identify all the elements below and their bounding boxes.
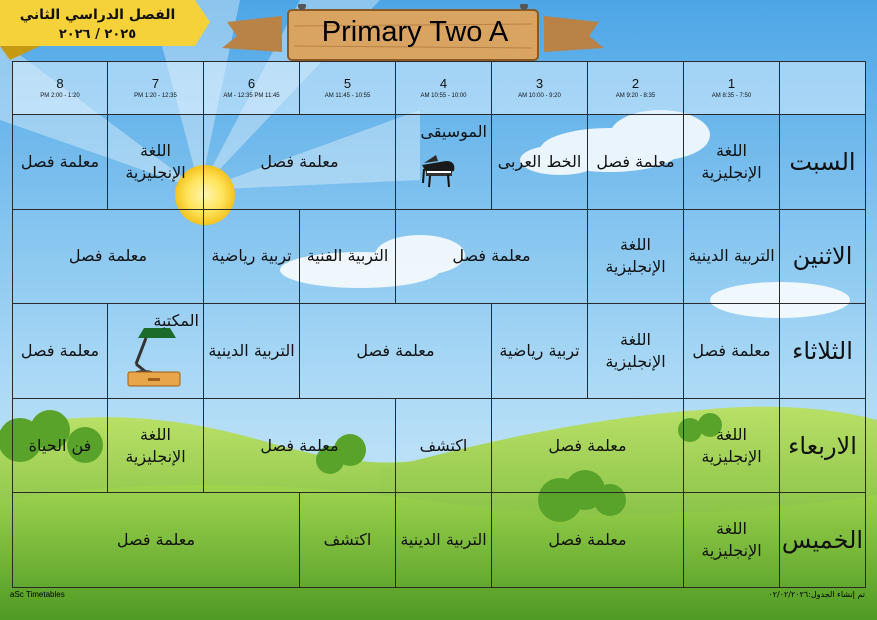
lesson-cell[interactable] [13, 398, 108, 493]
term-name: الفصل الدراسي الثاني [19, 7, 176, 23]
lesson-cell[interactable] [13, 304, 108, 399]
lesson-subject: المكتبة [153, 311, 199, 331]
lesson-cell[interactable] [684, 493, 780, 588]
period-time: 10:00 - 10:55 AM [420, 93, 467, 99]
day-row [13, 209, 866, 304]
lesson-subject: اكتشف [419, 435, 468, 455]
period-number: 5 [343, 76, 352, 91]
period-time: 10:55 - 11:45 AM [324, 93, 371, 99]
period-number: 4 [439, 76, 448, 91]
footer-created-date: تم إنشاء الجدول:٠٢/٠٢/٢٠٢٦ [768, 590, 865, 599]
day-name: السبت [780, 115, 866, 210]
lesson-cell[interactable] [13, 493, 300, 588]
lesson-subject: معلمة فصل [452, 246, 531, 266]
lesson-subject: معلمة فصل [68, 246, 148, 266]
lesson-cell[interactable] [684, 115, 780, 210]
lesson-cell[interactable] [396, 115, 492, 210]
lesson-cell[interactable] [492, 304, 588, 399]
lesson-cell[interactable] [396, 398, 492, 493]
period-header [396, 62, 492, 115]
lesson-cell[interactable] [684, 209, 780, 304]
period-number: 3 [535, 76, 544, 91]
piano-icon [418, 155, 458, 193]
lesson-cell[interactable] [588, 115, 684, 210]
period-time: 1:20 - 2:00 PM [40, 93, 80, 99]
term-year: ٢٠٢٥ / ٢٠٢٦ [58, 27, 137, 42]
lesson-subject: اللغة الإنجليزية [701, 140, 762, 182]
lesson-cell[interactable] [204, 398, 396, 493]
lesson-subject: التربية الفنية [306, 246, 389, 266]
lesson-subject: معلمة فصل [596, 151, 675, 171]
day-name: الثلاثاء [780, 304, 866, 399]
lesson-cell[interactable] [588, 304, 684, 399]
day-name: الخميس [780, 493, 866, 588]
period-number: 2 [631, 76, 640, 91]
lesson-subject: التربية الدينية [688, 246, 775, 266]
lesson-subject: اكتشف [323, 530, 372, 550]
lesson-subject: اللغة الإنجليزية [125, 140, 186, 182]
lesson-subject: اللغة الإنجليزية [125, 424, 186, 466]
lesson-subject: التربية الدينية [208, 340, 295, 360]
lesson-cell[interactable] [492, 493, 684, 588]
lesson-subject: معلمة فصل [116, 530, 196, 550]
lesson-subject: معلمة فصل [356, 340, 435, 360]
lesson-subject: اللغة الإنجليزية [605, 329, 666, 371]
period-time: 11:45 AM - 12:35 PM [223, 93, 280, 99]
lesson-cell[interactable] [492, 115, 588, 210]
lesson-cell[interactable] [204, 115, 396, 210]
period-number: 7 [151, 76, 160, 91]
timetable [12, 61, 866, 588]
lesson-subject: معلمة فصل [20, 340, 100, 360]
lesson-subject: تربية رياضية [211, 246, 292, 266]
period-header [684, 62, 780, 115]
lesson-subject: معلمة فصل [260, 435, 339, 455]
period-number: 8 [56, 76, 64, 91]
lesson-cell[interactable] [108, 115, 204, 210]
lesson-cell[interactable] [684, 398, 780, 493]
day-name: الاثنين [780, 209, 866, 304]
footer-app-name: aSc Timetables [10, 590, 65, 599]
lesson-subject: اللغة الإنجليزية [701, 424, 762, 466]
period-number: 1 [727, 76, 736, 91]
class-title: Primary Two A [321, 16, 509, 48]
lesson-cell[interactable] [684, 304, 780, 399]
lesson-cell[interactable] [204, 209, 300, 304]
day-row [13, 115, 866, 210]
period-header [300, 62, 396, 115]
lesson-cell[interactable] [300, 304, 492, 399]
lesson-subject: فن الحياة [28, 435, 92, 455]
term-banner [0, 4, 195, 44]
period-time: 12:35 - 1:20 PM [134, 93, 177, 99]
period-header [588, 62, 684, 115]
period-header [492, 62, 588, 115]
period-number: 6 [247, 76, 256, 91]
corner-cell [780, 62, 866, 115]
lesson-subject: التربية الدينية [400, 530, 487, 550]
lesson-subject: معلمة فصل [548, 435, 627, 455]
lesson-cell[interactable] [396, 493, 492, 588]
lesson-cell[interactable] [108, 304, 204, 399]
lesson-subject: الخط العربى [497, 151, 582, 171]
day-row [13, 493, 866, 588]
lesson-cell[interactable] [492, 398, 684, 493]
lesson-subject: معلمة فصل [260, 151, 339, 171]
lesson-subject: معلمة فصل [692, 340, 771, 360]
lesson-cell[interactable] [13, 209, 204, 304]
lesson-cell[interactable] [300, 209, 396, 304]
period-time: 9:20 - 10:00 AM [518, 93, 561, 99]
period-time: 8:35 - 9:20 AM [615, 93, 656, 99]
lesson-subject: معلمة فصل [20, 151, 100, 171]
day-name: الاربعاء [780, 398, 866, 493]
period-header [13, 62, 108, 115]
period-header [204, 62, 300, 115]
lesson-cell[interactable] [300, 493, 396, 588]
lesson-subject: الموسيقى [420, 122, 487, 141]
lesson-cell[interactable] [396, 209, 588, 304]
lesson-cell[interactable] [588, 209, 684, 304]
lesson-subject: تربية رياضية [499, 340, 580, 360]
lesson-subject: اللغة الإنجليزية [701, 519, 762, 561]
lesson-cell[interactable] [108, 398, 204, 493]
lesson-subject: معلمة فصل [548, 530, 627, 550]
day-row [13, 398, 866, 493]
lesson-subject: اللغة الإنجليزية [605, 235, 666, 277]
period-header-row [13, 62, 866, 115]
lesson-cell[interactable] [13, 115, 108, 210]
desk-lamp-icon [124, 326, 184, 392]
period-time: 7:50 - 8:35 AM [711, 93, 752, 99]
lesson-cell[interactable] [204, 304, 300, 399]
period-header [108, 62, 204, 115]
day-row [13, 304, 866, 399]
